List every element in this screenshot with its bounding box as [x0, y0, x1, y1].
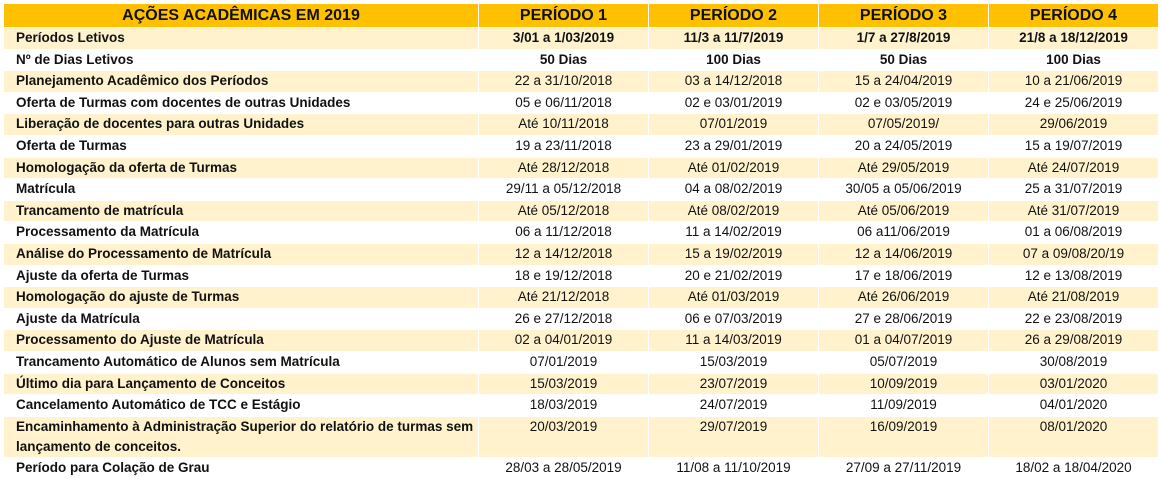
period-1-cell: 22 a 31/10/2018 — [479, 71, 649, 93]
period-4-cell: 07 a 09/08/20/19 — [989, 243, 1159, 265]
period-4-cell: 100 Dias — [989, 49, 1159, 71]
period-2-cell: 23 a 29/01/2019 — [649, 135, 819, 157]
period-3-cell: 15 a 24/04/2019 — [819, 71, 989, 93]
period-1-cell: 07/01/2019 — [479, 351, 649, 373]
period-3-cell: 06 a11/06/2019 — [819, 222, 989, 244]
period-2-cell: 29/07/2019 — [649, 416, 819, 457]
period-3-cell: 50 Dias — [819, 49, 989, 71]
period-2-cell: Até 01/03/2019 — [649, 287, 819, 309]
row-label: Matrícula — [4, 179, 479, 201]
period-4-cell: 03/01/2020 — [989, 373, 1159, 395]
period-2-cell: 11 a 14/02/2019 — [649, 222, 819, 244]
period-4-cell: 01 a 06/08/2019 — [989, 222, 1159, 244]
table-row — [4, 395, 1159, 417]
period-4-cell: 12 e 13/08/2019 — [989, 265, 1159, 287]
row-label: Trancamento de matrícula — [4, 200, 479, 222]
table-row — [4, 243, 1159, 265]
period-4-cell: 21/8 a 18/12/2019 — [989, 28, 1159, 50]
table-body — [4, 28, 1159, 479]
period-1-cell: 15/03/2019 — [479, 373, 649, 395]
period-4-cell: 08/01/2020 — [989, 416, 1159, 457]
row-label: Homologação da oferta de Turmas — [4, 157, 479, 179]
row-label: Processamento do Ajuste de Matrícula — [4, 330, 479, 352]
row-label: Planejamento Acadêmico dos Períodos — [4, 71, 479, 93]
row-label: Ajuste da oferta de Turmas — [4, 265, 479, 287]
period-2-cell: 100 Dias — [649, 49, 819, 71]
period-3-cell: 11/09/2019 — [819, 395, 989, 417]
table-row — [4, 287, 1159, 309]
period-3-header: PERÍODO 3 — [819, 4, 989, 28]
period-3-cell: 02 e 03/05/2019 — [819, 92, 989, 114]
table-row — [4, 457, 1159, 479]
period-4-cell: Até 24/07/2019 — [989, 157, 1159, 179]
period-3-cell: Até 29/05/2019 — [819, 157, 989, 179]
period-1-cell: 20/03/2019 — [479, 416, 649, 457]
period-1-cell: Até 05/12/2018 — [479, 200, 649, 222]
period-3-cell: 20 a 24/05/2019 — [819, 135, 989, 157]
row-label: Cancelamento Automático de TCC e Estágio — [4, 395, 479, 417]
table-row — [4, 200, 1159, 222]
row-label: Nº de Dias Letivos — [4, 49, 479, 71]
period-3-cell: 17 e 18/06/2019 — [819, 265, 989, 287]
period-3-cell: 30/05 a 05/06/2019 — [819, 179, 989, 201]
row-label: Oferta de Turmas com docentes de outras Unidades — [4, 92, 479, 114]
row-label: Ajuste da Matrícula — [4, 308, 479, 330]
period-1-cell: 05 e 06/11/2018 — [479, 92, 649, 114]
table-row — [4, 222, 1159, 244]
period-2-cell: 07/01/2019 — [649, 114, 819, 136]
table-row — [4, 308, 1159, 330]
period-2-cell: 15/03/2019 — [649, 351, 819, 373]
table-row — [4, 179, 1159, 201]
row-label: Processamento da Matrícula — [4, 222, 479, 244]
period-4-header: PERÍODO 4 — [989, 4, 1159, 28]
period-1-cell: 06 a 11/12/2018 — [479, 222, 649, 244]
period-1-cell: 3/01 a 1/03/2019 — [479, 28, 649, 50]
period-1-cell: 02 a 04/01/2019 — [479, 330, 649, 352]
period-2-cell: 03 a 14/12/2018 — [649, 71, 819, 93]
header-row — [4, 4, 1159, 28]
table-row — [4, 416, 1159, 457]
period-4-cell: Até 21/08/2019 — [989, 287, 1159, 309]
period-4-cell: 25 a 31/07/2019 — [989, 179, 1159, 201]
period-4-cell: 10 a 21/06/2019 — [989, 71, 1159, 93]
period-4-cell: 18/02 a 18/04/2020 — [989, 457, 1159, 479]
period-3-cell: 27 e 28/06/2019 — [819, 308, 989, 330]
period-2-cell: 23/07/2019 — [649, 373, 819, 395]
period-3-cell: 12 a 14/06/2019 — [819, 243, 989, 265]
table-row — [4, 71, 1159, 93]
table-title: AÇÕES ACADÊMICAS EM 2019 — [4, 4, 479, 28]
period-1-header: PERÍODO 1 — [479, 4, 649, 28]
table-row — [4, 28, 1159, 50]
period-1-cell: 29/11 a 05/12/2018 — [479, 179, 649, 201]
period-1-cell: Até 28/12/2018 — [479, 157, 649, 179]
table-row — [4, 114, 1159, 136]
period-2-cell: 15 a 19/02/2019 — [649, 243, 819, 265]
table-row — [4, 92, 1159, 114]
period-1-cell: 19 a 23/11/2018 — [479, 135, 649, 157]
academic-calendar-table — [3, 3, 1159, 479]
period-3-cell: Até 26/06/2019 — [819, 287, 989, 309]
row-label: Oferta de Turmas — [4, 135, 479, 157]
period-4-cell: 15 a 19/07/2019 — [989, 135, 1159, 157]
period-3-cell: 10/09/2019 — [819, 373, 989, 395]
period-2-cell: Até 01/02/2019 — [649, 157, 819, 179]
row-label: Liberação de docentes para outras Unidades — [4, 114, 479, 136]
period-3-cell: 16/09/2019 — [819, 416, 989, 457]
row-label: Períodos Letivos — [4, 28, 479, 50]
period-2-cell: 06 e 07/03/2019 — [649, 308, 819, 330]
period-1-cell: Até 10/11/2018 — [479, 114, 649, 136]
row-label: Homologação do ajuste de Turmas — [4, 287, 479, 309]
period-2-cell: 11 a 14/03/2019 — [649, 330, 819, 352]
period-1-cell: 28/03 a 28/05/2019 — [479, 457, 649, 479]
period-1-cell: 12 a 14/12/2018 — [479, 243, 649, 265]
period-3-cell: 07/05/2019/ — [819, 114, 989, 136]
period-2-cell: 24/07/2019 — [649, 395, 819, 417]
period-2-cell: 04 a 08/02/2019 — [649, 179, 819, 201]
table-row — [4, 373, 1159, 395]
period-4-cell: 29/06/2019 — [989, 114, 1159, 136]
period-2-cell: 20 e 21/02/2019 — [649, 265, 819, 287]
row-label: Encaminhamento à Administração Superior do relatório de turmas sem lançamento de conceitos. — [4, 416, 479, 457]
table-row — [4, 135, 1159, 157]
row-label: Último dia para Lançamento de Conceitos — [4, 373, 479, 395]
row-label: Período para Colação de Grau — [4, 457, 479, 479]
period-2-cell: 11/3 a 11/7/2019 — [649, 28, 819, 50]
table-row — [4, 49, 1159, 71]
table-row — [4, 351, 1159, 373]
period-1-cell: Até 21/12/2018 — [479, 287, 649, 309]
period-4-cell: 26 a 29/08/2019 — [989, 330, 1159, 352]
period-3-cell: Até 05/06/2019 — [819, 200, 989, 222]
period-2-cell: 02 e 03/01/2019 — [649, 92, 819, 114]
period-3-cell: 05/07/2019 — [819, 351, 989, 373]
period-4-cell: 22 e 23/08/2019 — [989, 308, 1159, 330]
table-row — [4, 265, 1159, 287]
period-1-cell: 18/03/2019 — [479, 395, 649, 417]
period-4-cell: 24 e 25/06/2019 — [989, 92, 1159, 114]
period-3-cell: 27/09 a 27/11/2019 — [819, 457, 989, 479]
table-row — [4, 157, 1159, 179]
period-2-cell: 11/08 a 11/10/2019 — [649, 457, 819, 479]
period-4-cell: 30/08/2019 — [989, 351, 1159, 373]
period-3-cell: 01 a 04/07/2019 — [819, 330, 989, 352]
period-1-cell: 26 e 27/12/2018 — [479, 308, 649, 330]
row-label: Trancamento Automático de Alunos sem Matrícula — [4, 351, 479, 373]
period-3-cell: 1/7 a 27/8/2019 — [819, 28, 989, 50]
period-4-cell: 04/01/2020 — [989, 395, 1159, 417]
table-row — [4, 330, 1159, 352]
period-1-cell: 50 Dias — [479, 49, 649, 71]
period-1-cell: 18 e 19/12/2018 — [479, 265, 649, 287]
period-4-cell: Até 31/07/2019 — [989, 200, 1159, 222]
period-2-cell: Até 08/02/2019 — [649, 200, 819, 222]
row-label: Análise do Processamento de Matrícula — [4, 243, 479, 265]
period-2-header: PERÍODO 2 — [649, 4, 819, 28]
academic-calendar — [3, 3, 1158, 479]
